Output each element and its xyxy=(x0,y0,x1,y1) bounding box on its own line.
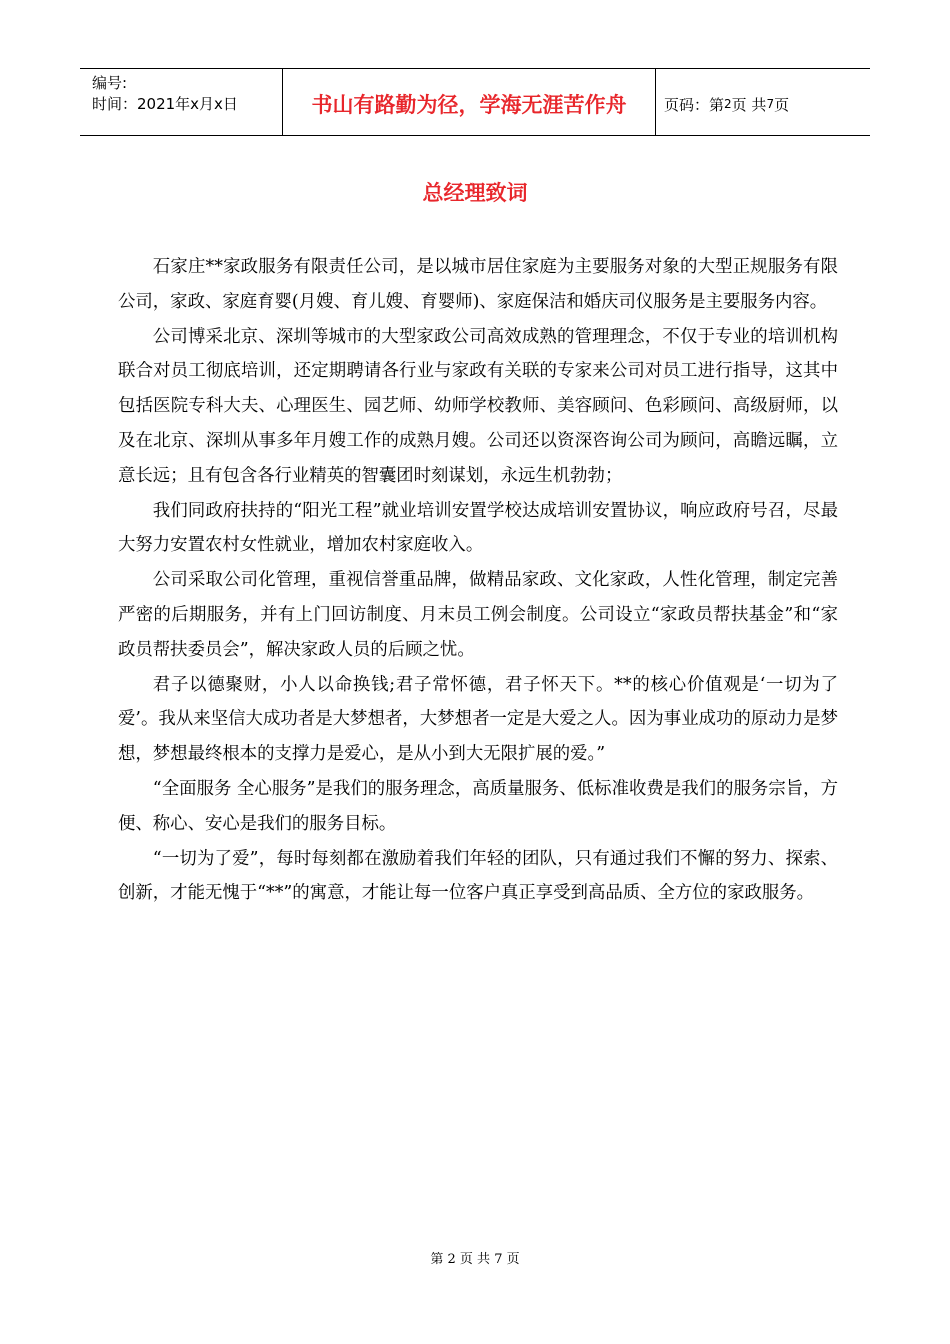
document-body xyxy=(118,250,838,911)
header-motto: 书山有路勤为径，学海无涯苦作舟 xyxy=(282,69,656,135)
code-label: 编号: xyxy=(92,74,128,92)
paragraph-6: “全面服务 全心服务”是我们的服务理念，高质量服务、低标准收费是我们的服务宗旨，方便、称心、安心是我们的服务目标。 xyxy=(118,778,838,834)
time-label: 时间：2021年x月x日 xyxy=(92,95,238,113)
footer-suffix: 页 xyxy=(506,1252,520,1267)
paragraph-5: 君子以德聚财，小人以命换钱;君子常怀德，君子怀天下。**的核心价值观是‘一切为了爱’。我从来坚信大成功者是大梦想者，大梦想者一定是大爱之人。因为事业成功的原动力是梦想，梦想最终根本的支撑力是爱心，是从小到大无限扩展的爱。” xyxy=(118,674,838,765)
footer-prefix: 第 xyxy=(430,1252,444,1267)
paragraph-1: 石家庄**家政服务有限责任公司，是以城市居住家庭为主要服务对象的大型正规服务有限公司，家政、家庭育婴(月嫂、育儿嫂、育婴师)、家庭保洁和婚庆司仪服务是主要服务内容。 xyxy=(118,257,838,312)
footer-page-total: 7 xyxy=(494,1252,503,1267)
paragraph-7: “一切为了爱”，每时每刻都在激励着我们年轻的团队，只有通过我们不懈的努力、探索、创新，才能无愧于“**”的寓意，才能让每一位客户真正享受到高品质、全方位的家政服务。 xyxy=(118,848,838,904)
page-number: 2 xyxy=(724,97,732,111)
footer-mid: 页 共 xyxy=(459,1252,491,1267)
document-title: 总经理致词 xyxy=(422,181,528,205)
page-mid: 页 共 xyxy=(731,95,767,114)
page-footer xyxy=(0,1248,950,1267)
paragraph-4: 公司采取公司化管理，重视信誉重品牌，做精品家政、文化家政，人性化管理，制定完善严密的后期服务，并有上门回访制度、月末员工例会制度。公司设立“家政员帮扶基金”和“家政员帮扶委员会”，解决家政人员的后顾之忧。 xyxy=(118,570,838,660)
page-total: 7 xyxy=(766,97,775,111)
header-page-indicator xyxy=(656,69,870,135)
page-header xyxy=(80,68,870,136)
page-suffix: 页 xyxy=(774,95,790,114)
paragraph-3: 我们同政府扶持的“阳光工程”就业培训安置学校达成培训安置协议，响应政府号召，尽最大努力安置农村女性就业，增加农村家庭收入。 xyxy=(118,500,838,556)
paragraph-2: 公司博采北京、深圳等城市的大型家政公司高效成熟的管理理念，不仅于专业的培训机构联合对员工彻底培训，还定期聘请各行业与家政有关联的专家来公司对员工进行指导，这其中包括医院专科大夫、心理医生、园艺师、幼师学校教师、美容顾问、色彩顾问、高级厨师，以及在北京、深圳从事多年月嫂工作的成熟月嫂。公司还以资深咨询公司为顾问，高瞻远瞩，立意长远；且有包含各行业精英的智囊团时刻谋划，永远生机勃勃； xyxy=(118,326,838,486)
header-meta xyxy=(80,69,282,135)
footer-page-number: 2 xyxy=(447,1252,456,1267)
page-prefix: 页码：第 xyxy=(664,95,725,114)
